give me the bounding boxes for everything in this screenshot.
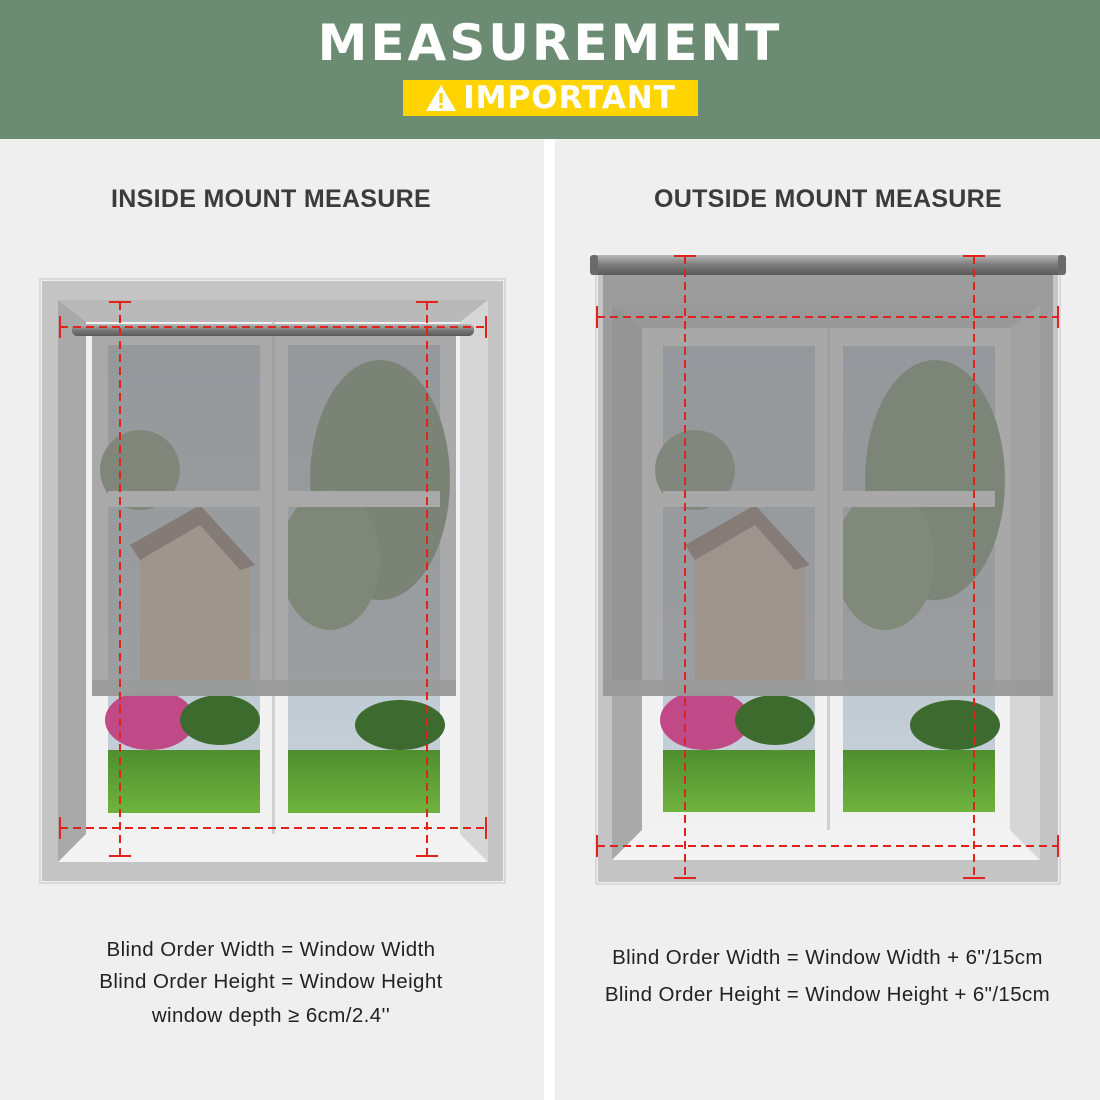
inside-mount-title: INSIDE MOUNT MEASURE <box>111 185 431 213</box>
inside-width-formula: Blind Order Width = Window Width <box>106 938 436 961</box>
outside-mount-window <box>590 255 1066 884</box>
outside-blind-fabric <box>603 272 1053 696</box>
inside-roller-tube <box>72 324 474 336</box>
inside-height-formula: Blind Order Height = Window Height <box>99 970 443 993</box>
page-title: MEASUREMENT <box>317 14 783 72</box>
window-depth-note: window depth ≥ 6cm/2.4'' <box>151 1004 391 1027</box>
important-label: IMPORTANT <box>463 80 676 116</box>
outside-mount-title: OUTSIDE MOUNT MEASURE <box>654 185 1002 213</box>
outside-height-formula: Blind Order Height = Window Height + 6"/15cm <box>604 983 1051 1006</box>
inside-blind-fabric <box>92 334 456 696</box>
outside-width-formula: Blind Order Width = Window Width + 6"/15cm <box>612 946 1043 969</box>
inside-mount-window <box>40 279 505 883</box>
outside-roller-tube <box>591 255 1065 275</box>
